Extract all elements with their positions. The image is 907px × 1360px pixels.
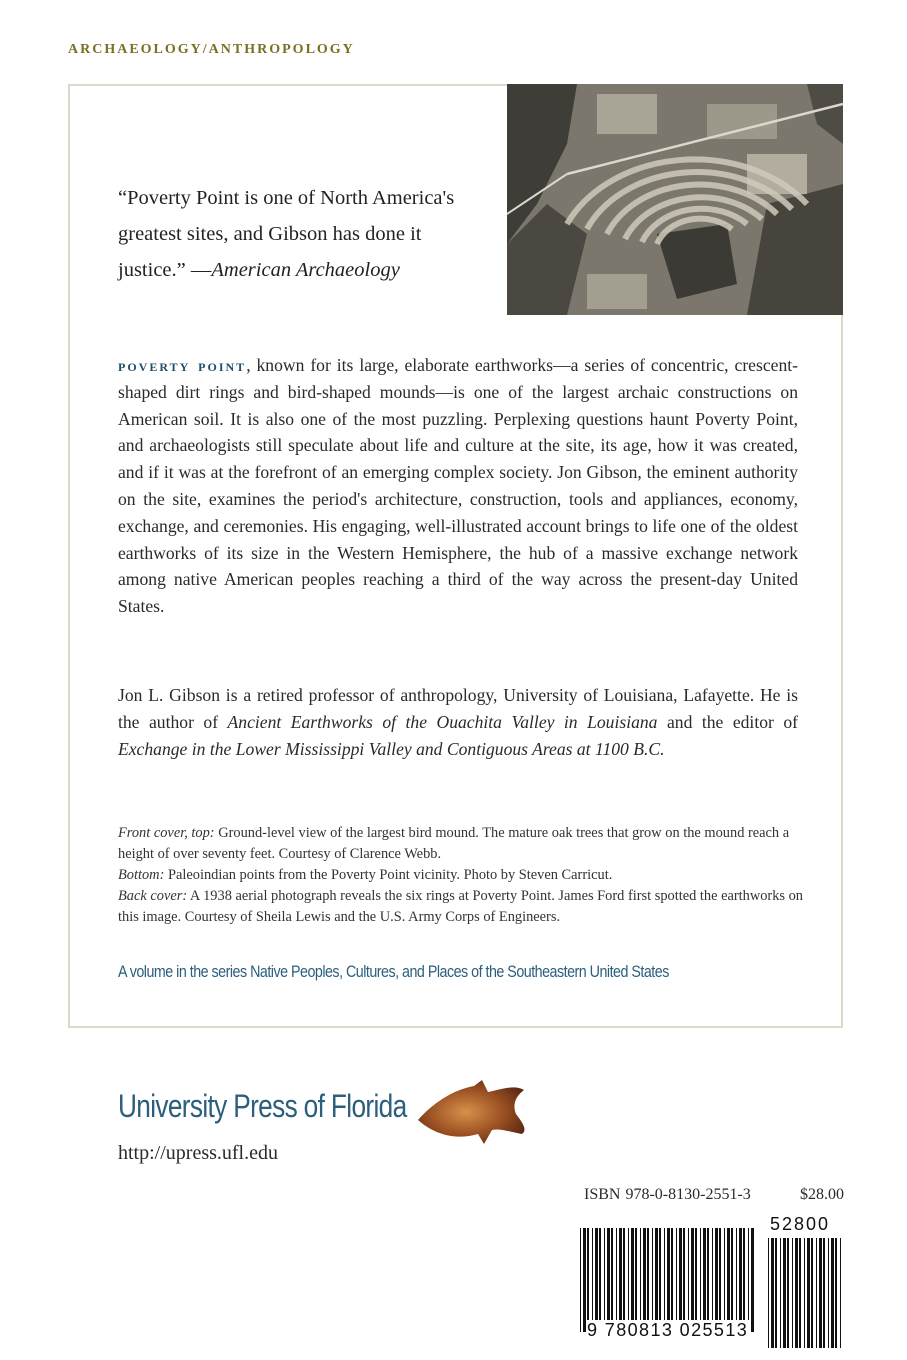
credit-back [118, 886, 808, 928]
barcode-addon-digits: 52800 [770, 1214, 831, 1234]
barcode-bar [748, 1228, 749, 1332]
credit-front [118, 823, 808, 865]
barcode-bar [823, 1238, 825, 1348]
bio-book-title-1: Ancient Earthworks of the Ouachita Valley in Louisiana [227, 711, 658, 732]
barcode-bar [840, 1238, 841, 1348]
barcode-bar [652, 1228, 653, 1332]
barcode-bar [676, 1228, 677, 1332]
barcode-bar [831, 1238, 834, 1348]
barcode-bar [727, 1228, 730, 1332]
barcode-bar [647, 1228, 649, 1332]
barcode-bar [707, 1228, 709, 1332]
barcode-bar [659, 1228, 661, 1332]
barcode-bar [715, 1228, 718, 1332]
barcode-bar [592, 1228, 593, 1332]
author-bio [118, 682, 798, 762]
review-quote [118, 180, 488, 288]
barcode-bar [595, 1228, 598, 1332]
image-credits [118, 823, 808, 928]
aerial-photograph [507, 84, 843, 315]
barcode-bar [795, 1238, 798, 1348]
barcode-bar [775, 1238, 777, 1348]
credit-text: Paleoindian points from the Poverty Point vicinity. Photo by Steven Carricut. [164, 867, 613, 883]
barcode-bar [703, 1228, 706, 1332]
barcode-bar [787, 1238, 789, 1348]
credit-bottom [118, 865, 808, 886]
credit-label: Bottom: [118, 867, 165, 883]
isbn: ISBN 978-0-8130-2551-3 [584, 1186, 751, 1203]
barcode-bar [768, 1238, 769, 1348]
barcode-bar [683, 1228, 685, 1332]
publisher-name: University Press of Florida [118, 1088, 407, 1124]
projectile-point-image [412, 1074, 532, 1154]
barcode-bar [667, 1228, 670, 1332]
publisher-url[interactable]: http://upress.ufl.edu [118, 1142, 278, 1164]
barcode-bar [679, 1228, 682, 1332]
barcode-bar [792, 1238, 793, 1348]
barcode-bar [700, 1228, 701, 1332]
credit-label: Front cover, top: [118, 825, 215, 841]
bio-book-title-2: Exchange in the Lower Mississippi Valley and Contiguous Areas at 1100 B.C. [118, 738, 665, 759]
barcode-bar [811, 1238, 813, 1348]
barcode-bar [631, 1228, 634, 1332]
barcode-bar [587, 1228, 589, 1332]
barcode-bar [580, 1228, 581, 1332]
barcode-bar [804, 1238, 805, 1348]
barcode-bar [751, 1228, 754, 1332]
barcode-bar [599, 1228, 601, 1332]
barcode-bar [643, 1228, 646, 1332]
barcode-bar [828, 1238, 829, 1348]
series-note: A volume in the series Native Peoples, Cultures, and Places of the Southeastern United States [118, 962, 669, 981]
barcode-bar [628, 1228, 629, 1332]
barcode-bar [583, 1228, 586, 1332]
blurb-lead: poverty point [118, 355, 247, 375]
barcode-bar [616, 1228, 617, 1332]
barcode-bar [623, 1228, 625, 1332]
barcode-bar [611, 1228, 613, 1332]
bio-text-2: and the editor of [657, 711, 798, 732]
barcode-bar [655, 1228, 658, 1332]
barcode-bar [604, 1228, 605, 1332]
barcode-digits: 9 780813 025513 [587, 1320, 749, 1340]
barcode-bar [743, 1228, 745, 1332]
barcode-main-bars [578, 1228, 754, 1332]
barcode-bar [640, 1228, 641, 1332]
barcode-bar [688, 1228, 689, 1332]
barcode-bar [691, 1228, 694, 1332]
barcode-bar [736, 1228, 737, 1332]
barcode-bar [799, 1238, 801, 1348]
barcode-bar [607, 1228, 610, 1332]
barcode-bar [635, 1228, 637, 1332]
barcode-bar [816, 1238, 817, 1348]
barcode-bar [835, 1238, 837, 1348]
blurb-text: , known for its large, elaborate earthworks—a series of concentric, crescent-shaped dirt rings and bird-shaped mounds—is one of the largest archaic constructions on American soil. It is also one of the most puzzling. Perplexing questions haunt Poverty Point, and archaeologists still speculate about life and culture at the site, its age, how it was created, and if it was at the forefront of an emerging complex society. Jon Gibson, the eminent authority on the site, examines the period's architecture, construction, tools and appliances, economy, exchange, and ceremonies. His engaging, well-illustrated account brings to life one of the oldest earthworks of its size in the Western Hemisphere, the hub of a massive exchange network among native American peoples reaching a third of the way across the present-day United States. [118, 355, 798, 617]
quote-text: “Poverty Point is one of North America's greatest sites, and Gibson has done it justice.” — [118, 187, 455, 281]
bio-text-1: Jon L. Gibson is a retired professor of anthropology, University of Louisiana, Lafayette. He is the author of [118, 685, 798, 732]
barcode-bar [664, 1228, 665, 1332]
barcode-bar [671, 1228, 673, 1332]
barcode-bar [731, 1228, 733, 1332]
barcode [578, 1214, 848, 1350]
quote-source: American Archaeology [211, 259, 400, 281]
barcode-bar [724, 1228, 725, 1332]
barcode-bar [739, 1228, 742, 1332]
barcode-bar [771, 1238, 774, 1348]
barcode-bar [619, 1228, 622, 1332]
barcode-bar [719, 1228, 721, 1332]
barcode-bar [695, 1228, 697, 1332]
category-label: ARCHAEOLOGY/ANTHROPOLOGY [68, 42, 355, 57]
barcode-bar [807, 1238, 810, 1348]
credit-label: Back cover: [118, 888, 188, 904]
barcode-bar [780, 1238, 781, 1348]
credit-text: A 1938 aerial photograph reveals the six rings at Poverty Point. James Ford first spotted the earthworks on this image. Courtesy of Sheila Lewis and the U.S. Army Corps of Engineers. [118, 888, 804, 925]
barcode-bar [712, 1228, 713, 1332]
barcode-bar [783, 1238, 786, 1348]
credit-text: Ground-level view of the largest bird mound. The mature oak trees that grow on the mound reach a height of over seventy feet. Courtesy of Clarence Webb. [118, 825, 790, 862]
barcode-addon-bars [766, 1238, 844, 1348]
price: $28.00 [800, 1186, 844, 1203]
barcode-bar [819, 1238, 822, 1348]
book-description [118, 352, 798, 620]
